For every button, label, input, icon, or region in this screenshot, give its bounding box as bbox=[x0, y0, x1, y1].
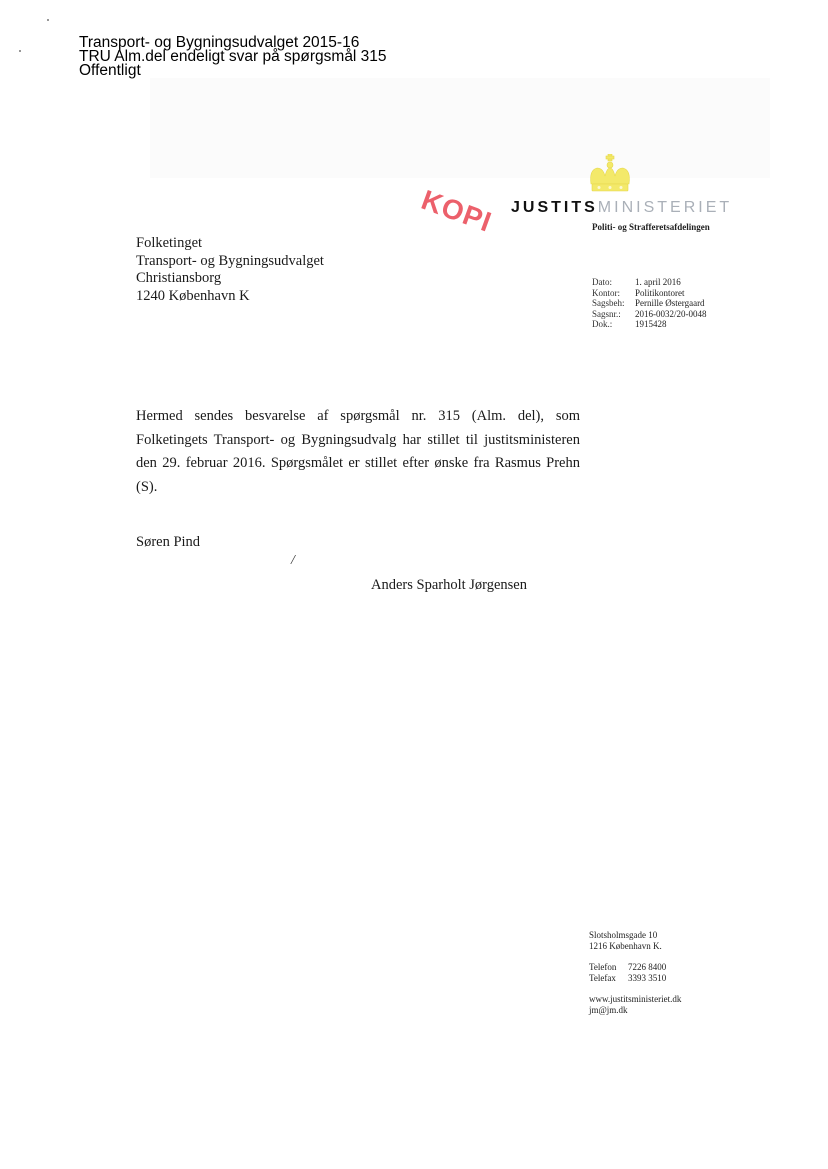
footer-city: 1216 København K. bbox=[589, 941, 662, 951]
meta-label: Sagsnr.: bbox=[592, 308, 621, 319]
meta-value: 2016-0032/20-0048 bbox=[635, 308, 707, 319]
recipient-line: Christiansborg bbox=[136, 270, 222, 286]
footer-address bbox=[589, 930, 681, 952]
scan-speck bbox=[19, 50, 21, 52]
header-stamp bbox=[79, 36, 387, 78]
crown-icon bbox=[587, 154, 633, 194]
meta-value: Pernille Østergaard bbox=[635, 298, 705, 309]
meta-value: 1. april 2016 bbox=[635, 277, 681, 287]
meta-value: Politikontoret bbox=[635, 287, 685, 298]
footer-street: Slotsholmsgade 10 bbox=[589, 930, 658, 940]
official-signature: Anders Sparholt Jørgensen bbox=[371, 577, 527, 593]
minister-signature: Søren Pind bbox=[136, 534, 201, 550]
fax-number: 3393 3510 bbox=[628, 973, 667, 983]
meta-label: Sagsbeh: bbox=[592, 298, 625, 309]
meta-row bbox=[592, 288, 707, 299]
footer-phones bbox=[589, 962, 681, 984]
meta-row bbox=[592, 277, 707, 288]
stamp-status: Offentligt bbox=[79, 62, 141, 79]
footer-fax-row bbox=[589, 973, 681, 984]
meta-row bbox=[592, 309, 707, 320]
scan-speck bbox=[47, 19, 49, 21]
scan-background bbox=[150, 78, 770, 178]
stamp-committee: Transport- og Bygningsudvalget 2015-16 bbox=[79, 34, 360, 51]
department-name: Politi- og Strafferetsafdelingen bbox=[592, 222, 710, 232]
meta-label: Kontor: bbox=[592, 287, 620, 298]
recipient-line: 1240 København K bbox=[136, 287, 250, 304]
fax-label: Telefax bbox=[589, 973, 616, 983]
website-link[interactable]: www.justitsministeriet.dk bbox=[589, 994, 682, 1004]
stamp-reference: TRU Alm.del endeligt svar på spørgsmål 315 bbox=[79, 48, 387, 65]
ministry-name bbox=[511, 199, 732, 217]
phone-number: 7226 8400 bbox=[628, 962, 667, 972]
footer-web bbox=[589, 994, 681, 1016]
signature-mark: / bbox=[291, 553, 295, 568]
ministry-name-part1: JUSTITS bbox=[511, 199, 598, 216]
meta-value: 1915428 bbox=[635, 319, 667, 330]
ministry-name-part2: MINISTERIET bbox=[597, 199, 733, 216]
footer-phone-row bbox=[589, 962, 681, 973]
meta-label: Dok.: bbox=[592, 319, 613, 330]
meta-row bbox=[592, 319, 707, 330]
phone-label: Telefon bbox=[589, 962, 617, 972]
recipient-address bbox=[136, 235, 324, 305]
meta-label: Dato: bbox=[592, 277, 612, 287]
meta-row bbox=[592, 298, 707, 309]
letter-body: Hermed sendes besvarelse af spørgsmål nr. 315 (Alm. del), som Folketingets Transport- og Bygningsudvalg har stillet til justitsministeren den 29. februar 2016. Spørgsmålet er stillet efter ønske fra Rasmus Prehn (S). bbox=[136, 408, 580, 495]
kopi-stamp: KOPI bbox=[417, 184, 497, 238]
ministry-contact-footer bbox=[589, 930, 681, 1026]
email-link[interactable]: jm@jm.dk bbox=[589, 1005, 628, 1015]
recipient-line: Transport- og Bygningsudvalget bbox=[136, 252, 324, 269]
recipient-line: Folketinget bbox=[136, 235, 203, 251]
case-metadata bbox=[592, 277, 707, 330]
